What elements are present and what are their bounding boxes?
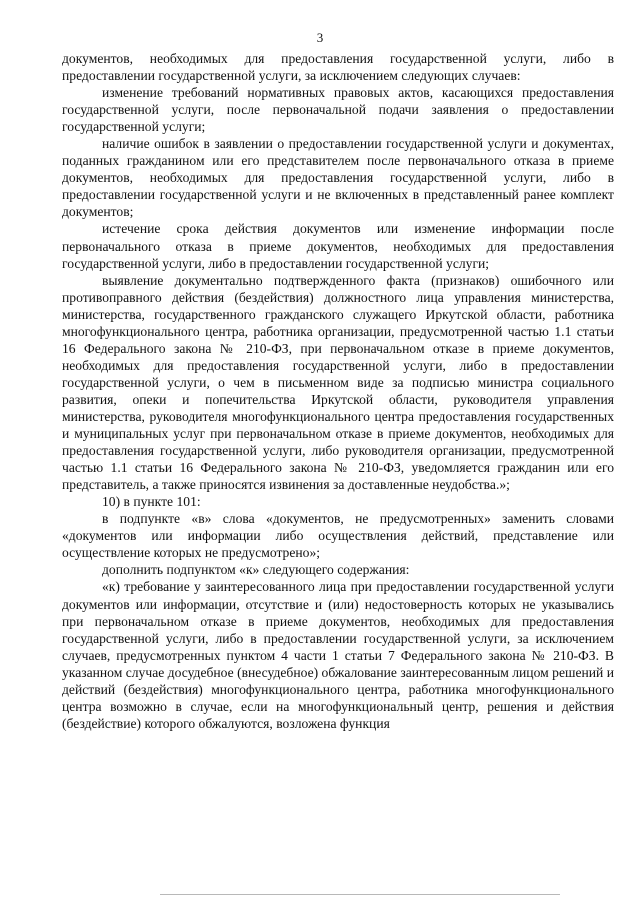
paragraph: изменение требований нормативных правовых актов, касающихся предоставления государственной услуги, после первоначальной подачи заявления о предоставлении государственной услуги;	[62, 85, 614, 135]
paragraph: дополнить подпунктом «к» следующего содержания:	[102, 562, 410, 578]
paragraph: выявление документально подтвержденного факта (признаков) ошибочного или противоправного действия (бездействия) должностного лица управления министерства, министерства, государственного гражданского служащего Иркутской области, работника многофункционального центра, работника организации, предусмотренной частью 1.1 статьи 16 Федерального закона № 210-ФЗ, при первоначальном отказе в приеме документов, необходимых для предоставления государственной услуги, либо в предоставлении государственной услуги, о чем в письменном виде за подписью министра социального развития, опеки и попечительства Иркутской области, руководителя управления министерства, руководителя многофункционального центра предоставления государственных и муниципальных услуг при первоначальном отказе в приеме документов, необходимых для предоставления государственной услуги, либо руководителя организации, предусмотренной частью 1.1 статьи 16 Федерального закона № 210-ФЗ, уведомляется гражданин или его представитель, а также приносятся извинения за доставленные неудобства.»;	[62, 272, 614, 493]
document-body	[62, 50, 614, 732]
paragraph: в подпункте «в» слова «документов, не предусмотренных» заменить словами «документов или информации либо осуществления действий, представление или осуществление которых не предусмотрено»;	[62, 511, 614, 561]
paragraph: истечение срока действия документов или изменение информации после первоначального отказа в приеме документов, необходимых для предоставления государственной услуги, либо в предоставлении государственной услуги;	[62, 221, 614, 271]
paragraph: 10) в пункте 101:	[102, 494, 201, 510]
page-number: 3	[316, 30, 324, 45]
paragraph: «к) требование у заинтересованного лица при предоставлении государственной услуги документов или информации, отсутствие и (или) недостоверность которых не указывались при первоначальном отказе в приеме документов, необходимых для предоставления государственной услуги, либо в предоставлении государственной услуги, за исключением случаев, предусмотренных пунктом 4 части 1 статьи 7 Федерального закона № 210-ФЗ. В указанном случае досудебное (внесудебное) обжалование заинтересованным лицом решений и действий (бездействия) многофункционального центра, работника многофункционального центра возможно в случае, если на многофункциональный центр, решения и действия (бездействие) которого обжалуются, возложена функция	[62, 579, 614, 731]
paragraph: наличие ошибок в заявлении о предоставлении государственной услуги и документах, поданных гражданином или его представителем после первоначального отказа в приеме документов, необходимых для предоставления государственной услуги, либо в предоставлении государственной услуги и не включенных в представленный ранее комплект документов;	[62, 136, 614, 220]
paragraph: документов, необходимых для предоставления государственной услуги, либо в предоставлении государственной услуги, за исключением следующих случаев:	[62, 51, 614, 84]
scan-edge-line	[160, 894, 560, 895]
